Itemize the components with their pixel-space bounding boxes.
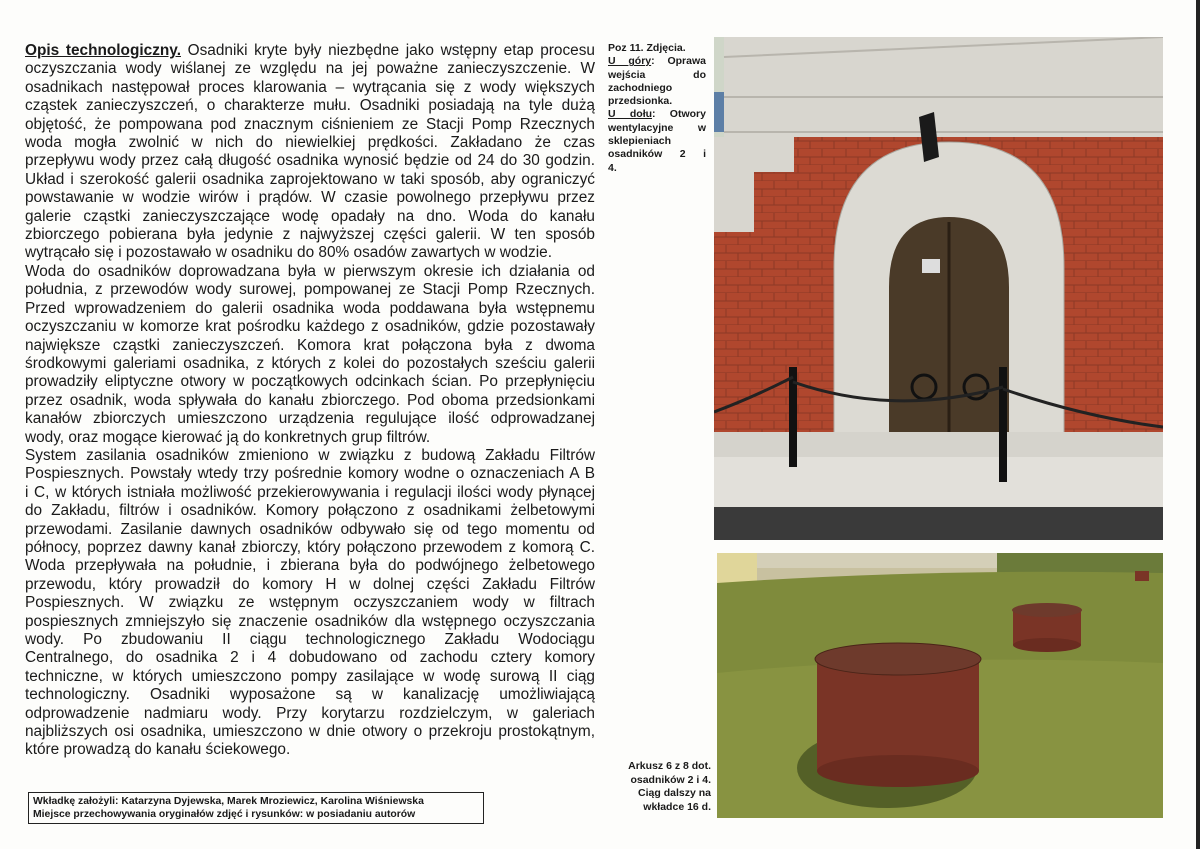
caption-top-label: U góry	[608, 55, 652, 68]
text-line: wytrącało się i pozostawało w osadniku do 80% osadów zawartych w wodzie.	[25, 244, 552, 262]
caption-bottom-line-3: osadników 2 i	[608, 148, 706, 161]
text-line: i C, w których istniała możliwość przekierowywania i regulacji ilości wody płynącej	[25, 483, 595, 501]
text-line: najbliższych osi osadnika, umieszczono w dnie otwory o przekroju prostokątnym,	[25, 723, 595, 741]
caption-bottom-line-2: sklepieniach	[608, 135, 672, 148]
text-line: cząstek zanieczyszczeń, o charakterze mułu. Osadniki posiadają na tyle dużą	[25, 97, 595, 115]
text-line: techniczne, w których umieszczono pompy zasilające w wodę surową II ciąg	[25, 667, 595, 685]
text-line: Woda do osadników doprowadzana była w pierwszym okresie ich działania od	[25, 262, 595, 280]
text-line: południa, z przewodów wody surowej, pompowanej ze Stacji Pomp Rzecznych.	[25, 281, 595, 299]
text-line: przewodu, który prowadził do komory H w dolnej części Zakładu Filtrów	[25, 575, 595, 593]
text-line: Układ i szerokość galerii osadnika zaprojektowano w taki sposób, aby ograniczyć	[25, 170, 595, 188]
footer-credits	[28, 792, 484, 824]
caption-bottom-label: U dołu	[608, 108, 653, 121]
caption-top-line-3: przedsionka.	[608, 95, 673, 108]
scan-edge	[1196, 0, 1200, 849]
text-line: kanałów zbiorczych umieszczono urządzenia regulujące ilość odprowadzanej	[25, 410, 595, 428]
entrance-illustration	[714, 37, 1163, 540]
text-line: przez osadnik, woda spływała do kanału zbiorczego. Pod oboma przedsionkami	[25, 391, 595, 409]
text-line: Pospiesznych. Powstały wtedy trzy pośrednie komory wodne o oznaczeniach A B	[25, 465, 595, 483]
sheet-note-line: osadników 2 i 4.	[630, 773, 711, 786]
photo-ventilation-openings	[717, 553, 1163, 818]
text-line: Przed wprowadzeniem do galerii osadnika woda poddawana była wstępnemu	[25, 299, 595, 317]
text-line: Centralnego, do osadnika 2 i 4 dobudowano od zachodu cztery komory	[25, 649, 595, 667]
vents-illustration	[717, 553, 1163, 818]
text-line: największe cząstki zanieczyszczeń. Komora krat połączona była z dwoma	[25, 336, 595, 354]
text-line: woda mogła zwolnić w nich do niewielkiej prędkości. Zakładano że czas	[25, 134, 595, 152]
text-line: powstawanie w wodzie wirów i prądów. W czasie powolnego przepływu przez	[25, 189, 595, 207]
text-line: odprowadzenie nadmiaru wody. Przy korytarzu rozdzielczym, w galeriach	[25, 704, 595, 722]
text-line: galerie cząstki zanieczyszczające wodę opadały na dno. Woda do kanału	[25, 207, 595, 225]
text-line: Opis technologiczny. Osadniki kryte były niezbędne jako wstępny etap procesu	[25, 42, 595, 59]
text-line: północy, poprzez dawny kanał zbiorczy, który połączono przewodem z komorą C.	[25, 538, 595, 556]
sheet-note-line: Arkusz 6 z 8 dot.	[628, 760, 711, 772]
text-line: oczyszczaniu w komorze krat pośrodku każdego z osadników, gdzie pozostawały	[25, 318, 595, 336]
text-line: oczyszczania wody wiślanej ze względu na jej poważne zanieczyszczenie. W	[25, 60, 595, 78]
caption-top-line-1: wejścia do	[608, 68, 706, 81]
text-line: przewodami. Zasilanie dawnych osadników odbywało się od tego momentu od	[25, 520, 595, 538]
photo-caption	[608, 42, 706, 175]
text-line: System zasilania osadników zmieniono w związku z budową Zakładu Filtrów	[25, 446, 595, 464]
sheet-note-line: wkładce 16 d.	[643, 800, 711, 813]
text-line: przepływu wody przez całą długość osadnika wynosić będzie od 24 do 30 godzin.	[25, 152, 595, 170]
caption-title: Poz 11. Zdjęcia.	[608, 42, 686, 54]
text-line: środkowymi galeriami osadnika, z których z kolei do pozostałych sześciu galerii	[25, 354, 595, 372]
text-line: Pospiesznych. W związku ze wstępnym oczyszczaniem wody w filtrach	[25, 594, 595, 612]
caption-bottom-line-0: U dołu: Otwory	[608, 108, 706, 121]
text-line: pospiesznych zmniejszyło się znaczenie osadników dla wstępnego oczyszczania	[25, 612, 595, 630]
sheet-note-line: Ciąg dalszy na	[638, 787, 711, 799]
caption-top-line-2: zachodniego	[608, 81, 673, 94]
section-heading: Opis technologiczny.	[25, 42, 181, 59]
text-line: zbiorczego pobierana była jedynie z najwyższej części galerii. W ten sposób	[25, 226, 595, 244]
footer-authors: Wkładkę założyli: Katarzyna Dyjewska, Marek Mroziewicz, Karolina Wiśniewska	[33, 796, 424, 807]
sheet-note	[606, 760, 711, 814]
text-line: objętość, że pompowana pod znacznym ciśnieniem ze Stacji Pomp Rzecznych	[25, 115, 595, 133]
text-line: które prowadzą do kanału ściekowego.	[25, 741, 291, 759]
text-line: wody, oraz mogące kierować ją do konkretnych grup filtrów.	[25, 428, 431, 446]
caption-bottom-line-1: wentylacyjne w	[608, 121, 706, 134]
text-line: prowadziły eliptyczne otwory w początkowych odcinkach ścian. Po przepłynięciu	[25, 373, 595, 391]
text-line: Woda przepływała na południe, i zbierana była do podwójnego żelbetowego	[25, 557, 595, 575]
text-line: do Zakładu, filtrów i osadników. Komory połączono z osadnikami żelbetowymi	[25, 502, 595, 520]
technical-description	[25, 42, 595, 760]
caption-top-line-0: U góry: Oprawa	[608, 55, 706, 68]
text-line: osadnikach następował proces klarowania – wytrącania się z wody większych	[25, 78, 595, 96]
text-line: technologiczny. Osadniki wyposażone są w kanalizację umożliwiającą	[25, 686, 595, 704]
text-line: wody. Po zbudowaniu II ciągu technologicznego Zakładu Wodociągu	[25, 631, 595, 648]
caption-bottom-line-4: 4.	[608, 161, 617, 174]
footer-storage: Miejsce przechowywania oryginałów zdjęć i rysunków: w posiadaniu autorów	[33, 809, 416, 820]
photo-west-entrance	[714, 37, 1163, 540]
